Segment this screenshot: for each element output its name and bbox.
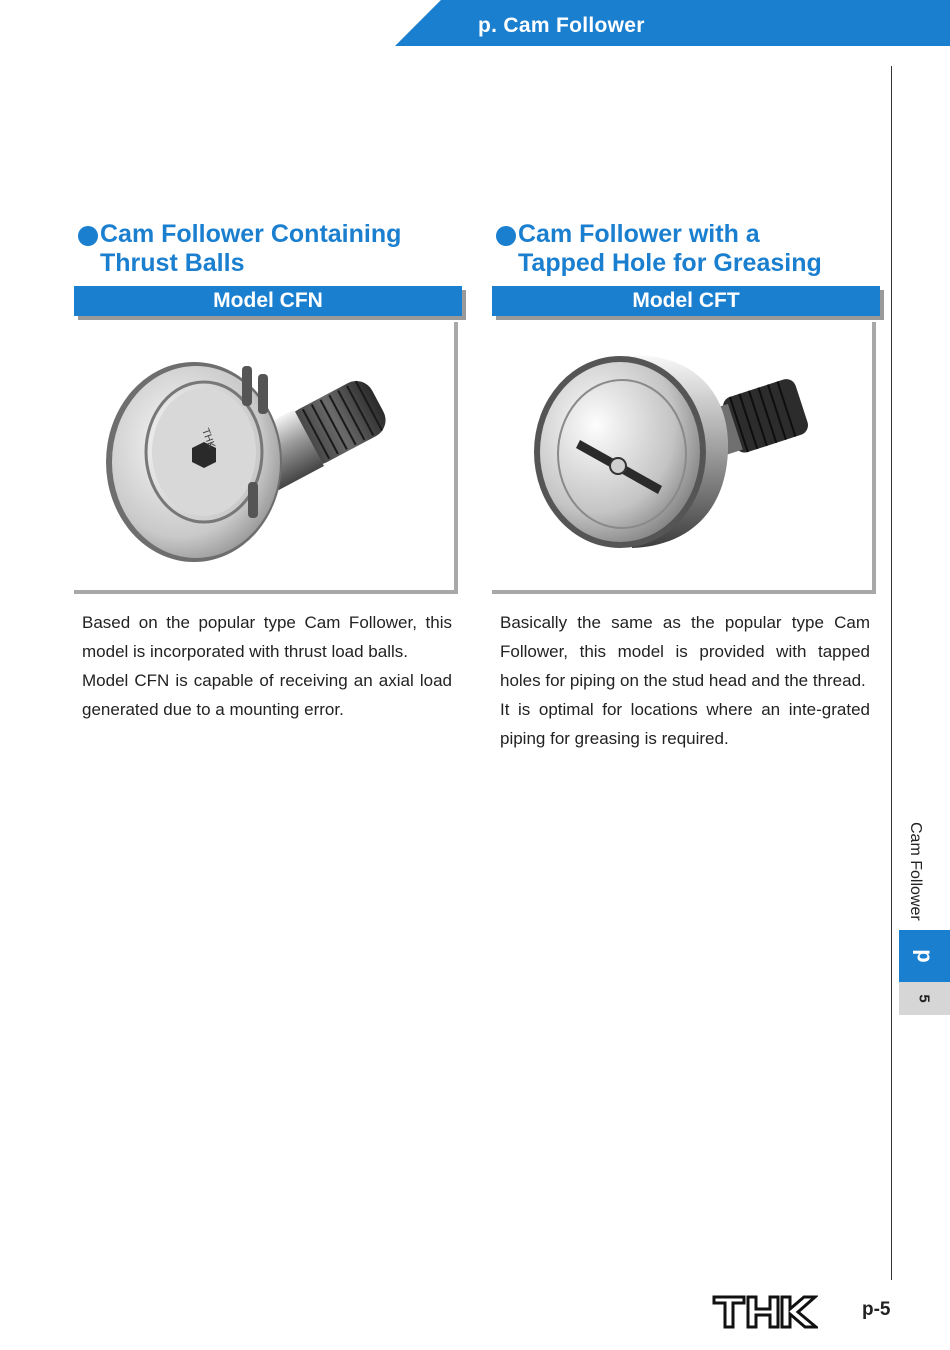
side-divider bbox=[891, 66, 892, 1280]
cfn-model-bar: Model CFN bbox=[74, 286, 462, 316]
bullet-icon bbox=[78, 226, 98, 246]
cfn-image-frame bbox=[74, 322, 458, 594]
side-tab-number[interactable]: 5 bbox=[899, 982, 950, 1015]
cft-image-frame bbox=[492, 322, 876, 594]
bullet-icon bbox=[496, 226, 516, 246]
thk-logo bbox=[712, 1294, 818, 1330]
cft-heading: Cam Follower with a Tapped Hole for Greasing bbox=[492, 220, 880, 282]
cfn-section bbox=[74, 220, 462, 724]
section-title: p. Cam Follower bbox=[478, 14, 645, 37]
cfn-heading: Cam Follower Containing Thrust Balls bbox=[74, 220, 462, 282]
cft-product-illustration bbox=[492, 322, 872, 586]
cft-model-bar: Model CFT bbox=[492, 286, 880, 316]
page-number: p-5 bbox=[862, 1299, 891, 1320]
side-section-label: Cam Follower bbox=[907, 821, 924, 921]
cft-description: Basically the same as the popular type Cam Follower, this model is provided with tapped holes for piping on the stud head and the thread. It is optimal for locations where an inte-grated piping for greasing is required. bbox=[500, 613, 870, 748]
cft-section bbox=[492, 220, 880, 753]
cfn-stamp-text: THK bbox=[199, 427, 217, 450]
cfn-description: Based on the popular type Cam Follower, this model is incorporated with thrust load balls. Model CFN is capable of receiving an axial load generated due to a mounting error. bbox=[82, 613, 452, 719]
side-tab-letter[interactable]: p bbox=[899, 930, 950, 982]
thk-logo-text: THK bbox=[712, 1294, 714, 1295]
cfn-product-illustration bbox=[74, 322, 454, 586]
